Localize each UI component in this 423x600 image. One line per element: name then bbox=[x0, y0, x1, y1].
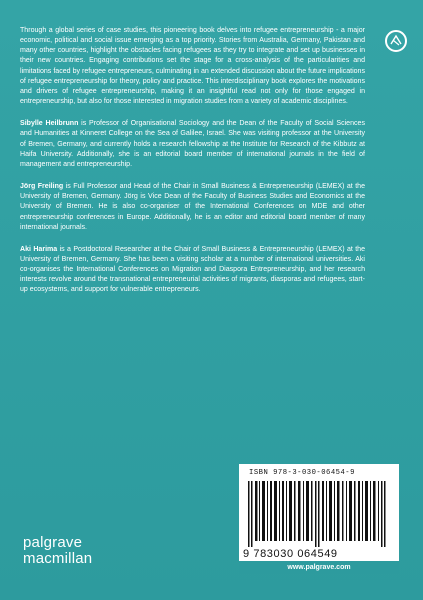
author-name: Jörg Freiling bbox=[20, 183, 64, 191]
barcode-bars bbox=[247, 481, 391, 547]
publisher-url: www.palgrave.com bbox=[239, 561, 399, 574]
publisher-logo-icon bbox=[385, 30, 407, 52]
barcode-digits: 9 783030 064549 bbox=[243, 548, 338, 560]
isbn-barcode bbox=[239, 464, 399, 574]
book-description: Through a global series of case studies, this pioneering book delves into refugee entrepreneurship - a major economic, political and social issue emerging as a top priority. Stories from Australia, Germany, Pakistan and many other countries, highlight the obstacles facing refugees as they try to integrate and set up businesses in their new countries. Engaging contributions set the stage for a cross-analysis of the particularities and limitations faced by refugee entrepreneurs, culminating in an extended discussion about the future implications of refugee entrepreneurship for theory, policy and practice. This interdisciplinary book explores the motivations and drivers of refugee entrepreneurship, making it an insightful read not only for those engaged in entrepreneurship, but also for those interested in migration studies from a variety of academic disciplines. bbox=[20, 27, 365, 106]
author-bio bbox=[20, 119, 365, 170]
isbn-label: ISBN 978-3-030-06454-9 bbox=[249, 469, 355, 477]
author-bio-text: is a Postdoctoral Researcher at the Chair of Small Business & Entrepreneurship (LEMEX) at the University of Bremen, Germany. She has been a visiting scholar at a number of international universities. Aki co-organises the International Conferences on Migration and Diaspora Entrepreneurship, and her research interests revolve around the transnational entrepreneurial activities of migrants, diasporas and refugees, start-up ecosystems, and support for vulnerable entrepreneurs. bbox=[20, 245, 365, 294]
publisher-name-line2: macmillan bbox=[23, 550, 93, 567]
publisher-brand bbox=[23, 535, 92, 567]
author-bio-text: is Full Professor and Head of the Chair in Small Business & Entrepreneurship (LEMEX) at the University of Bremen, Germany. Jörg is Vice Dean of the Faculty of Business Studies and Economics at the University of Bremen. He is also co-organiser of the International Conferences on MDE and other entrepreneurship conferences in Europe. Additionally, he is an editor and editorial board member of many international journals. bbox=[20, 183, 365, 231]
author-bio-text: is Professor of Organisational Sociology and the Dean of the Faculty of Social Sciences and Humanities at Kinneret College on the Sea of Galilee, Israel. She was visiting professor at the University of Bremen, Germany, and currently holds a research fellowship at the Institute for Research of the Kibbutz at Haifa University. Additionally, she is an editorial board member of international journals in the field of management and entrepreneurship. bbox=[20, 120, 365, 168]
author-name: Aki Harima bbox=[20, 245, 58, 253]
back-cover-text bbox=[20, 26, 365, 308]
author-name: Sibylle Heilbrunn bbox=[20, 120, 79, 128]
publisher-name-line1: palgrave bbox=[23, 534, 83, 551]
author-bio bbox=[20, 182, 365, 233]
author-bio bbox=[20, 245, 365, 296]
